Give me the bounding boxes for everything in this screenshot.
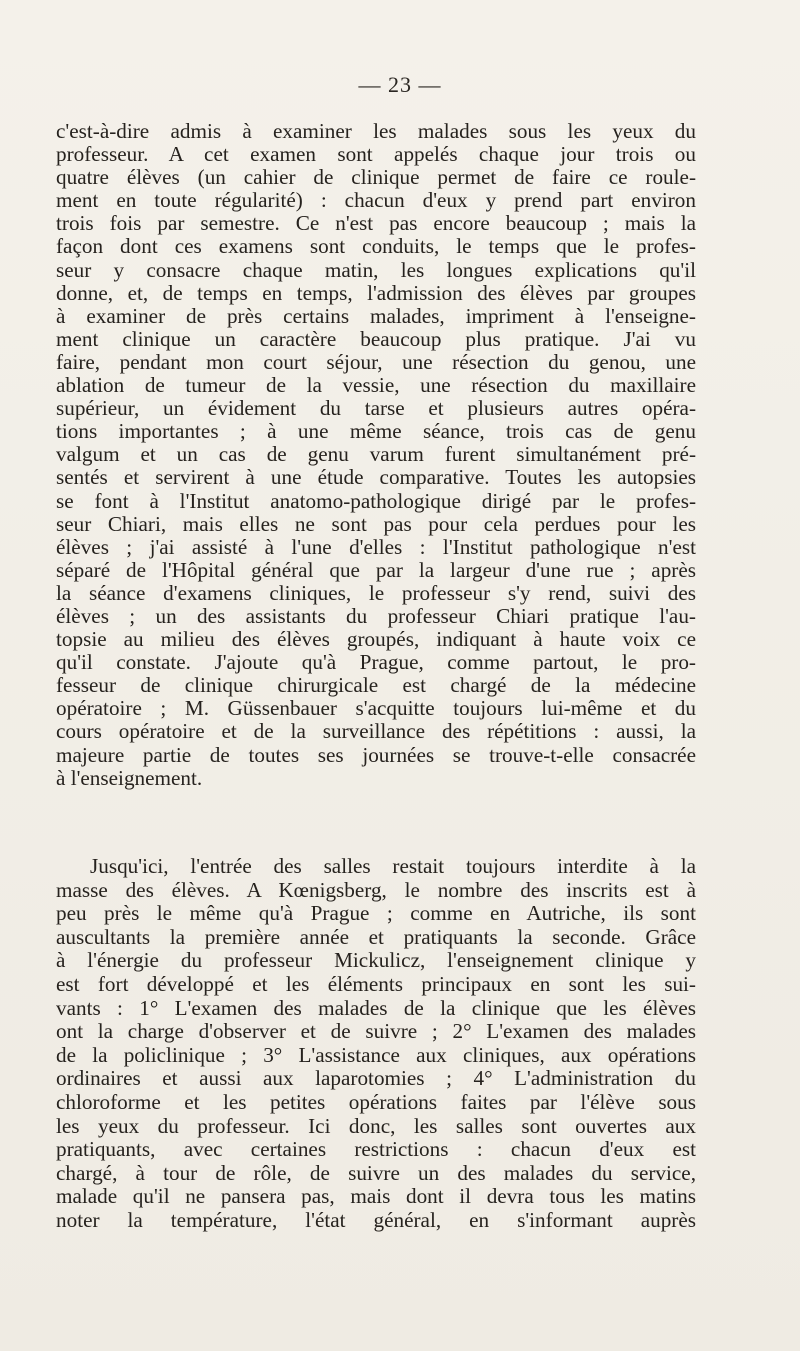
text-line: masse des élèves. A Kœnigsberg, le nombre des inscrits est à — [56, 878, 696, 902]
text-line: cours opératoire et de la surveillance des répétitions : aussi, la — [56, 720, 696, 744]
text-line: se font à l'Institut anatomo-pathologique dirigé par le profes- — [56, 489, 696, 513]
text-line: ordinaires et aussi aux laparotomies ; 4° L'administration du — [56, 1067, 696, 1091]
text-line: valgum et un cas de genu varum furent simultanément pré- — [56, 443, 696, 467]
text-line: les yeux du professeur. Ici donc, les salles sont ouvertes aux — [56, 1114, 696, 1138]
text-line: seur Chiari, mais elles ne sont pas pour cela perdues pour les — [56, 512, 696, 536]
text-line: trois fois par semestre. Ce n'est pas encore beaucoup ; mais la — [56, 212, 696, 236]
text-line: à examiner de près certains malades, impriment à l'enseigne- — [56, 304, 696, 328]
text-line: auscultants la première année et pratiquants la seconde. Grâce — [56, 925, 696, 949]
text-line: majeure partie de toutes ses journées se trouve-t-elle consacrée — [56, 743, 696, 767]
text-line: chargé, à tour de rôle, de suivre un des malades du service, — [56, 1161, 696, 1185]
text-line: opératoire ; M. Güssenbauer s'acquitte toujours lui-même et du — [56, 697, 696, 721]
paragraph-1 — [56, 120, 696, 790]
text-line: noter la température, l'état général, en s'informant auprès — [56, 1208, 696, 1232]
text-line: ont la charge d'observer et de suivre ; 2° L'examen des malades — [56, 1020, 696, 1044]
text-line: supérieur, un évidement du tarse et plusieurs autres opéra- — [56, 397, 696, 421]
text-line: pratiquants, avec certaines restrictions : chacun d'eux est — [56, 1138, 696, 1162]
text-line: topsie au milieu des élèves groupés, indiquant à haute voix ce — [56, 628, 696, 652]
text-line: faire, pendant mon court séjour, une résection du genou, une — [56, 350, 696, 374]
text-line: ment clinique un caractère beaucoup plus pratique. J'ai vu — [56, 327, 696, 351]
text-line: qu'il constate. J'ajoute qu'à Prague, comme partout, le pro- — [56, 651, 696, 675]
text-line: quatre élèves (un cahier de clinique permet de faire ce roule- — [56, 166, 696, 190]
text-line: seur y consacre chaque matin, les longues explications qu'il — [56, 258, 696, 282]
paragraph-2 — [56, 855, 696, 1233]
text-line: ablation de tumeur de la vessie, une résection du maxillaire — [56, 374, 696, 398]
text-line: à l'énergie du professeur Mickulicz, l'enseignement clinique y — [56, 949, 696, 973]
text-line: élèves ; j'ai assisté à l'une d'elles : l'Institut pathologique n'est — [56, 535, 696, 559]
text-line: professeur. A cet examen sont appelés chaque jour trois ou — [56, 143, 696, 167]
text-line: tions importantes ; à une même séance, trois cas de genu — [56, 420, 696, 444]
text-line: malade qu'il ne pansera pas, mais dont il devra tous les matins — [56, 1185, 696, 1209]
text-line: fesseur de clinique chirurgicale est chargé de la médecine — [56, 674, 696, 698]
text-line: est fort développé et les éléments principaux en sont les sui- — [56, 972, 696, 996]
text-line: façon dont ces examens sont conduits, le temps que le profes- — [56, 235, 696, 259]
text-line: vants : 1° L'examen des malades de la clinique que les élèves — [56, 996, 696, 1020]
text-line: donne, et, de temps en temps, l'admission des élèves par groupes — [56, 281, 696, 305]
text-line: à l'enseignement. — [56, 766, 203, 790]
text-line: séparé de l'Hôpital général que par la largeur d'une rue ; après — [56, 558, 696, 582]
page-number: — 23 — — [358, 72, 442, 97]
text-line: la séance d'examens cliniques, le professeur s'y rend, suivi des — [56, 581, 696, 605]
text-line: de la policlinique ; 3° L'assistance aux cliniques, aux opérations — [56, 1043, 696, 1067]
text-line: élèves ; un des assistants du professeur Chiari pratique l'au- — [56, 604, 696, 628]
text-line: c'est-à-dire admis à examiner les malades sous les yeux du — [56, 120, 696, 143]
text-line: ment en toute régularité) : chacun d'eux y prend part environ — [56, 189, 696, 213]
text-line: Jusqu'ici, l'entrée des salles restait toujours interdite à la — [90, 855, 696, 878]
text-line: sentés et servirent à une étude comparative. Toutes les autopsies — [56, 466, 696, 490]
text-line: chloroforme et les petites opérations faites par l'élève sous — [56, 1090, 696, 1114]
text-line: peu près le même qu'à Prague ; comme en Autriche, ils sont — [56, 902, 696, 926]
